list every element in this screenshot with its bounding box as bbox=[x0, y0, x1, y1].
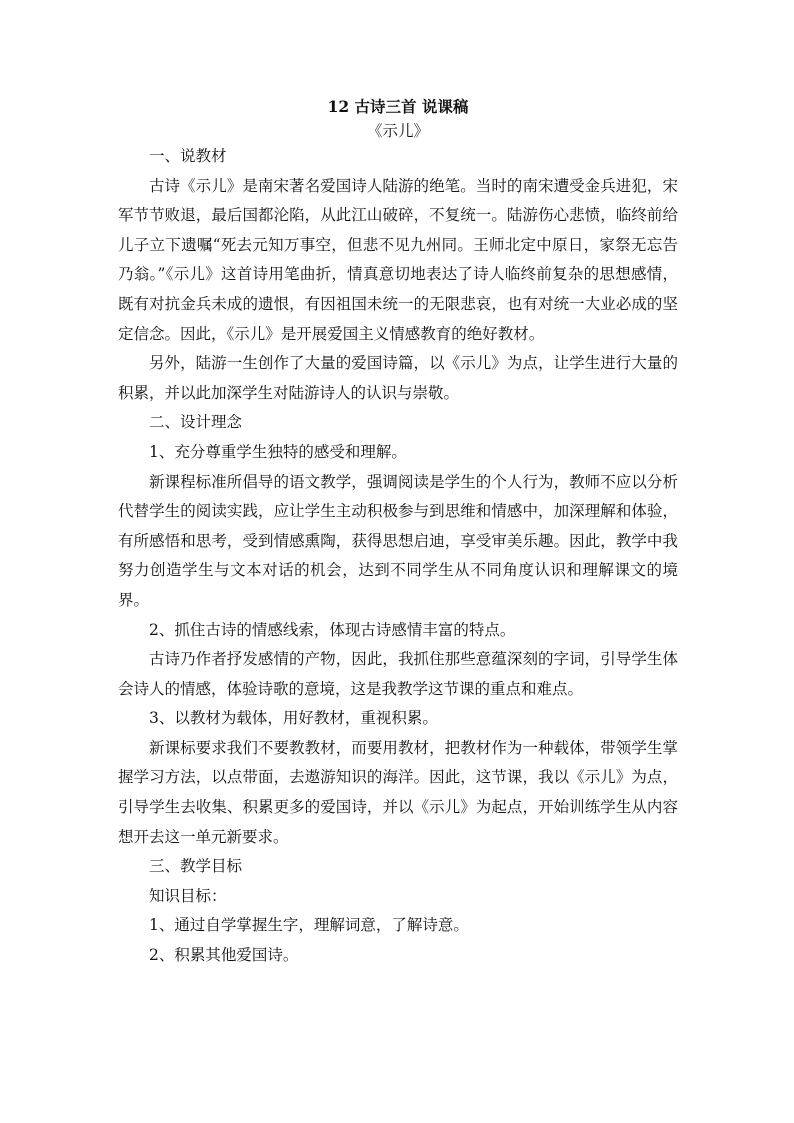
document-title: 12 古诗三首 说课稿 bbox=[327, 97, 469, 116]
design-text-1: 新课程标准所倡导的语文教学，强调阅读是学生的个人行为，教师不应以分析代替学生的阅读实践，应让学生主动积极参与到思维和情感中，加深理解和体验，有所感悟和思考，受到情感熏陶，获得思想启迪，享受审美乐趣。因此，教学中我努力创造学生与文本对话的机会，达到不同学生从不同角度认识和理解课文的境界。 bbox=[118, 472, 678, 609]
design-point-2: 2、抓住古诗的情感线索，体现古诗感情丰富的特点。 bbox=[149, 620, 516, 639]
design-text-3: 新课标要求我们不要教教材，而要用教材，把教材作为一种载体，带领学生掌握学习方法，以点带面，去遨游知识的海洋。因此，这节课，我以《示儿》为点，引导学生去收集、积累更多的爱国诗，并以《示儿》为起点，开始训练学生从内容想开去这一单元新要求。 bbox=[118, 738, 678, 846]
goals-knowledge-label: 知识目标： bbox=[149, 886, 227, 905]
paragraph-textbook-extra: 另外，陆游一生创作了大量的爱国诗篇，以《示儿》为点，让学生进行大量的积累，并以此加深学生对陆游诗人的认识与崇敬。 bbox=[118, 354, 678, 402]
goal-item-1: 1、通过自学掌握生字，理解词意，了解诗意。 bbox=[149, 916, 469, 935]
poem-title: 《示儿》 bbox=[366, 122, 429, 140]
section-heading-goals: 三、教学目标 bbox=[149, 857, 243, 876]
section-heading-design: 二、设计理念 bbox=[149, 413, 243, 432]
section-heading-textbook: 一、说教材 bbox=[149, 147, 227, 165]
design-point-1: 1、充分尊重学生独特的感受和理解。 bbox=[149, 442, 407, 461]
design-point-3: 3、以教材为载体，用好教材，重视积累。 bbox=[149, 709, 438, 728]
document-page bbox=[118, 96, 678, 971]
goal-item-2: 2、积累其他爱国诗。 bbox=[149, 946, 299, 965]
paragraph-textbook-intro: 古诗《示儿》是南宋著名爱国诗人陆游的绝笔。当时的南宋遭受金兵进犯，宋军节节败退，最后国都沦陷，从此江山破碎，不复统一。陆游伤心悲愤，临终前给儿子立下遗嘱“死去元知万事空，但悲不见九州同。王师北定中原日，家祭无忘告乃翁。”《示儿》这首诗用笔曲折，情真意切地表达了诗人临终前复杂的思想感情，既有对抗金兵未成的遗恨，有因祖国未统一的无限悲哀，也有对统一大业必成的坚定信念。因此，《示儿》是开展爱国主义情感教育的绝好教材。 bbox=[118, 176, 678, 343]
design-text-2: 古诗乃作者抒发感情的产物，因此，我抓住那些意蕴深刻的字词，引导学生体会诗人的情感，体验诗歌的意境，这是我教学这节课的重点和难点。 bbox=[118, 650, 678, 698]
